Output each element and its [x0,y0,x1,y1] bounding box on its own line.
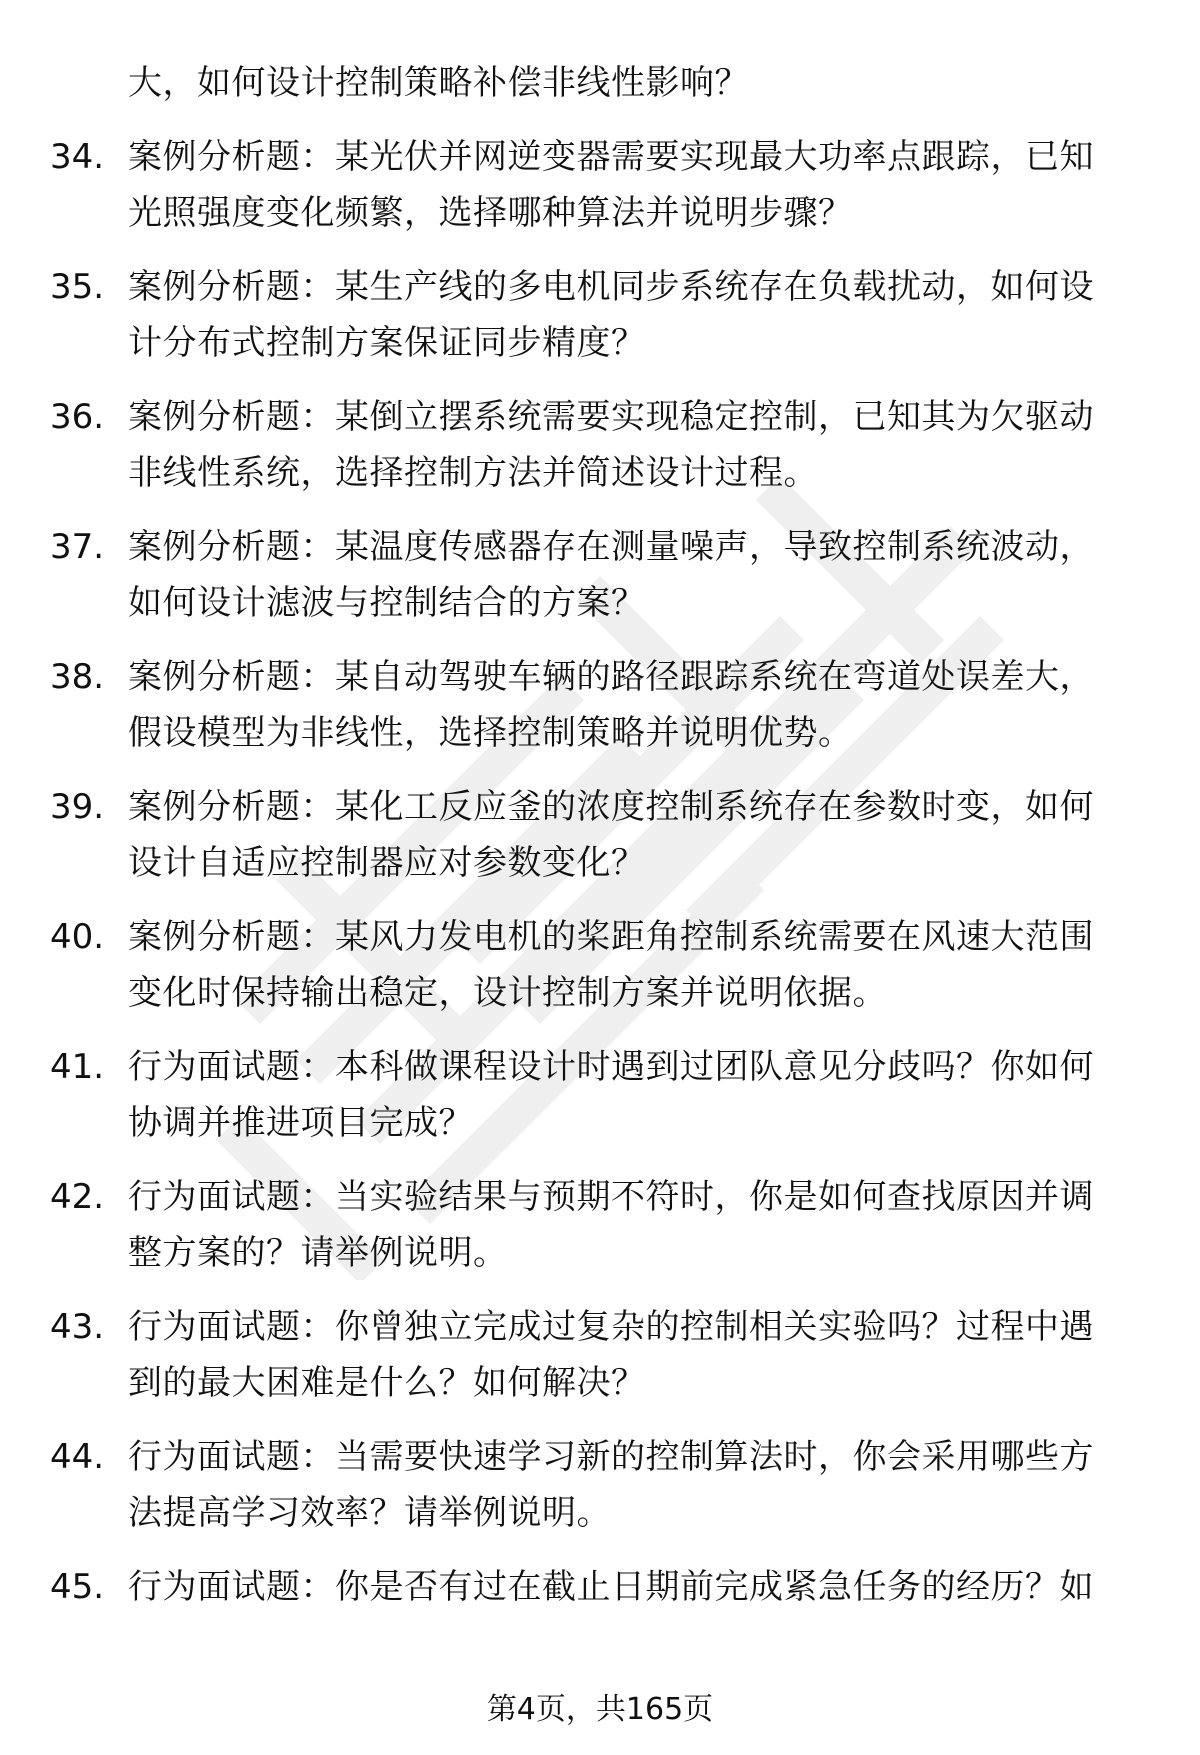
list-item [50,1559,1160,1615]
question-line: 行为面试题：你是否有过在截止日期前完成紧急任务的经历？如 [128,1567,1094,1607]
question-text [128,519,1160,631]
question-line: 案例分析题：某倒立摆系统需要实现稳定控制，已知其为欠驱动 [128,397,1094,437]
question-number: 37. [50,527,105,567]
list-item [50,1169,1160,1281]
list-item [50,909,1160,1021]
question-line: 光照强度变化频繁，选择哪种算法并说明步骤？ [128,193,853,233]
question-line: 假设模型为非线性，选择控制策略并说明优势。 [128,713,853,753]
question-text [128,909,1160,1021]
question-number: 44. [50,1437,105,1477]
list-item [50,1429,1160,1541]
question-number: 40. [50,917,105,957]
list-item [50,129,1160,241]
question-line: 行为面试题：你曾独立完成过复杂的控制相关实验吗？过程中遇 [128,1307,1094,1347]
question-line: 计分布式控制方案保证同步精度？ [128,323,646,363]
question-number: 34. [50,137,105,177]
page-number-footer: 第4页，共165页 [486,1692,714,1727]
question-text [128,1039,1160,1151]
question-number: 42. [50,1177,105,1217]
question-number: 38. [50,657,105,697]
question-line: 案例分析题：某光伏并网逆变器需要实现最大功率点跟踪，已知 [128,137,1094,177]
list-item [50,779,1160,891]
question-number: 35. [50,267,105,307]
question-line: 协调并推进项目完成？ [128,1103,473,1143]
question-line: 行为面试题：当实验结果与预期不符时，你是如何查找原因并调 [128,1177,1094,1217]
question-line: 到的最大困难是什么？如何解决？ [128,1363,646,1403]
question-text [128,389,1160,501]
question-line: 变化时保持输出稳定，设计控制方案并说明依据。 [128,973,887,1013]
question-text [128,649,1160,761]
question-number: 45. [50,1567,105,1607]
question-list [50,55,1160,1615]
question-line: 案例分析题：某自动驾驶车辆的路径跟踪系统在弯道处误差大， [128,657,1094,697]
continuation-line: 大，如何设计控制策略补偿非线性影响？ [128,63,749,103]
question-text [128,1559,1160,1615]
list-item [50,1299,1160,1411]
question-line: 如何设计滤波与控制结合的方案？ [128,583,646,623]
question-line: 非线性系统，选择控制方法并简述设计过程。 [128,453,818,493]
list-item [50,1039,1160,1151]
question-number: 41. [50,1047,105,1087]
question-number: 43. [50,1307,105,1347]
list-item [50,649,1160,761]
question-line: 案例分析题：某风力发电机的桨距角控制系统需要在风速大范围 [128,917,1094,957]
question-text [128,1429,1160,1541]
question-line: 设计自适应控制器应对参数变化？ [128,843,646,883]
question-text [128,779,1160,891]
list-item [50,519,1160,631]
question-text [128,129,1160,241]
question-text [128,1169,1160,1281]
question-line: 行为面试题：本科做课程设计时遇到过团队意见分歧吗？你如何 [128,1047,1094,1087]
question-text [128,259,1160,371]
list-item [50,259,1160,371]
question-number: 39. [50,787,105,827]
question-line: 案例分析题：某生产线的多电机同步系统存在负载扰动，如何设 [128,267,1094,307]
question-number: 36. [50,397,105,437]
question-line: 整方案的？请举例说明。 [128,1233,508,1273]
question-line: 法提高学习效率？请举例说明。 [128,1493,611,1533]
question-text [128,1299,1160,1411]
question-line: 行为面试题：当需要快速学习新的控制算法时，你会采用哪些方 [128,1437,1094,1477]
list-item [50,389,1160,501]
question-line: 案例分析题：某温度传感器存在测量噪声，导致控制系统波动， [128,527,1094,567]
question-line: 案例分析题：某化工反应釜的浓度控制系统存在参数时变，如何 [128,787,1094,827]
